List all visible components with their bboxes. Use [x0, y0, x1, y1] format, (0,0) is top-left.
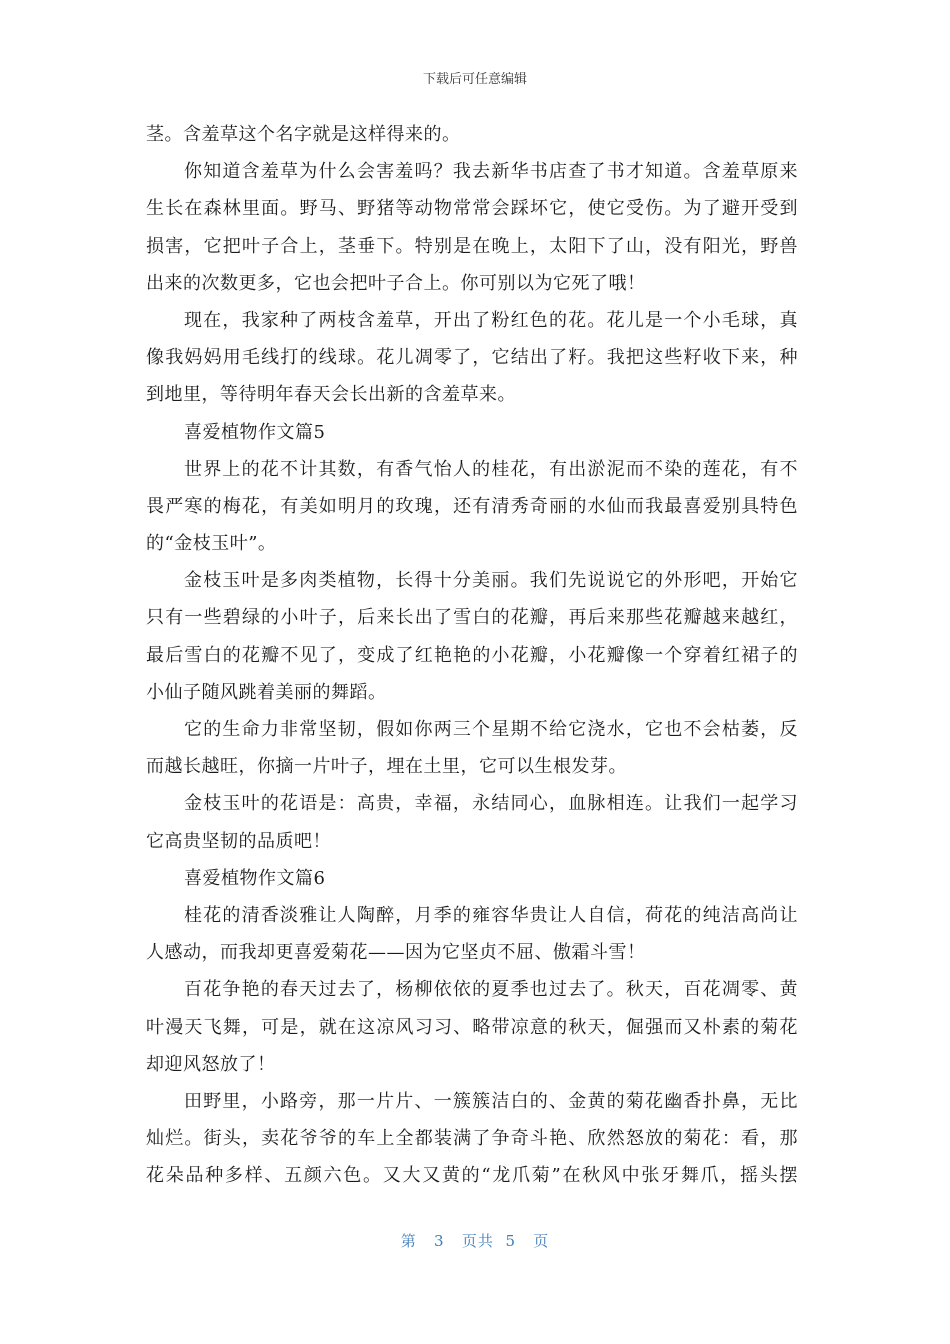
text-line: 像我妈妈用毛线打的线球。花儿凋零了，它结出了籽。我把这些籽收下来，种	[146, 347, 798, 369]
text-line: 它的生命力非常坚韧，假如你两三个星期不给它浇水，它也不会枯萎，反	[184, 719, 798, 740]
footer-middle: 页共	[461, 1232, 494, 1250]
text-line: 花朵品种多样、五颜六色。又大又黄的“龙爪菊”在秋风中张牙舞爪，摇头摆	[146, 1165, 798, 1187]
text-line: 出来的次数更多，它也会把叶子合上。你可别以为它死了哦！	[146, 272, 646, 294]
text-line: 田野里，小路旁，那一片片、一簇簇洁白的、金黄的菊花幽香扑鼻，无比	[184, 1090, 798, 1112]
current-page-number: 3	[434, 1232, 445, 1250]
text-line: 人感动，而我却更喜爱菊花——因为它坚贞不屈、傲霜斗雪！	[146, 942, 646, 964]
text-line: 损害，它把叶子合上，茎垂下。特别是在晚上，太阳下了山，没有阳光，野兽	[146, 235, 798, 257]
text-line: 茎。含羞草这个名字就是这样得来的。	[146, 124, 461, 145]
text-line: 而越长越旺，你摘一片叶子，埋在土里，它可以生根发芽。	[146, 756, 627, 778]
text-line: 到地里，等待明年春天会长出新的含羞草来。	[146, 384, 516, 406]
text-line: 只有一些碧绿的小叶子，后来长出了雪白的花瓣，再后来那些花瓣越来越红，	[146, 607, 798, 629]
text-line: 金枝玉叶是多肉类植物，长得十分美丽。我们先说说它的外形吧，开始它	[184, 570, 798, 592]
text-line: 桂花的清香淡雅让人陶醉，月季的雍容华贵让人自信，荷花的纯洁高尚让	[184, 904, 798, 926]
text-line: 的“金枝玉叶”。	[146, 533, 277, 555]
text-line: 喜爱植物作文篇6	[184, 867, 326, 889]
text-line: 现在，我家种了两枝含羞草，开出了粉红色的花。花儿是一个小毛球，真	[184, 309, 798, 331]
text-line: 小仙子随风跳着美丽的舞蹈。	[146, 681, 387, 703]
text-line: 最后雪白的花瓣不见了，变成了红艳艳的小花瓣，小花瓣像一个穿着红裙子的	[146, 644, 798, 666]
text-line: 灿烂。街头，卖花爷爷的车上全都装满了争奇斗艳、欣然怒放的菊花：看，那	[146, 1128, 798, 1150]
footer-suffix: 页	[533, 1232, 550, 1250]
document-body	[146, 116, 798, 1194]
text-line: 喜爱植物作文篇5	[184, 421, 326, 443]
text-line: 它高贵坚韧的品质吧！	[146, 830, 331, 852]
page-header: 下载后可任意编辑	[422, 72, 527, 87]
text-line: 世界上的花不计其数，有香气怡人的桂花，有出淤泥而不染的莲花，有不	[184, 458, 798, 480]
text-line: 你知道含羞草为什么会害羞吗？我去新华书店查了书才知道。含羞草原来	[184, 161, 798, 183]
total-page-number: 5	[505, 1232, 516, 1250]
text-line: 百花争艳的春天过去了，杨柳依依的夏季也过去了。秋天，百花凋零、黄	[184, 979, 798, 1001]
text-line: 却迎风怒放了！	[146, 1053, 276, 1075]
text-line: 金枝玉叶的花语是：高贵，幸福，永结同心，血脉相连。让我们一起学习	[184, 793, 798, 815]
text-line: 畏严寒的梅花，有美如明月的玫瑰，还有清秀奇丽的水仙而我最喜爱别具特色	[146, 495, 798, 517]
footer-prefix: 第	[400, 1232, 417, 1250]
text-line: 叶漫天飞舞，可是，就在这凉风习习、略带凉意的秋天，倔强而又朴素的菊花	[146, 1016, 798, 1038]
text-line: 生长在森林里面。野马、野猪等动物常常会踩坏它，使它受伤。为了避开受到	[146, 198, 798, 220]
page-footer	[0, 1230, 950, 1251]
